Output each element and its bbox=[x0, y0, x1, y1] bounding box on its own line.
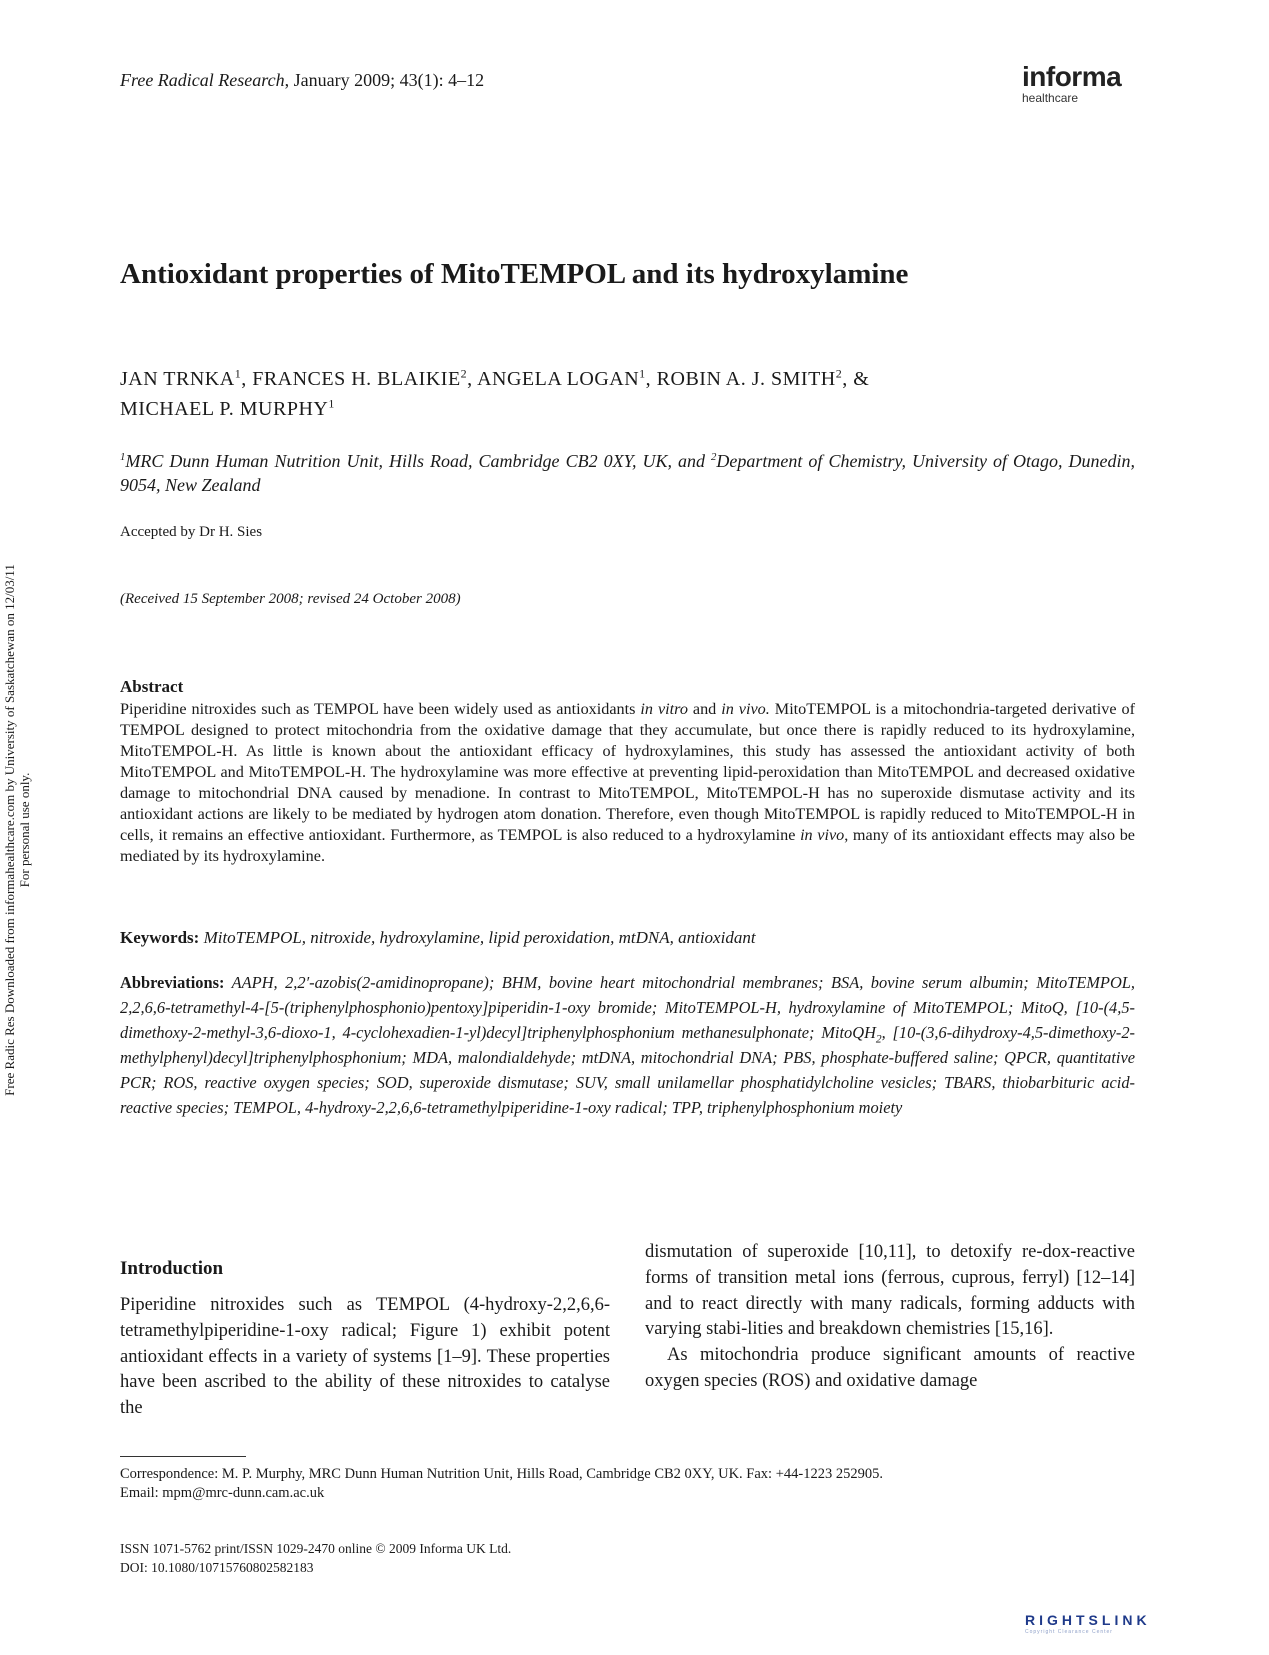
introduction-paragraph: As mitochondria produce significant amounts of reactive oxygen species (ROS) and oxidative damage bbox=[645, 1345, 1135, 1391]
introduction-heading: Introduction bbox=[120, 1258, 224, 1279]
abstract-text: Piperidine nitroxides such as TEMPOL have been widely used as antioxidants bbox=[120, 700, 641, 718]
abstract-heading: Abstract bbox=[120, 677, 184, 696]
correspondence-email: Email: mpm@mrc-dunn.cam.ac.uk bbox=[120, 1485, 325, 1501]
author-affiliation-mark: 1 bbox=[639, 366, 646, 381]
accepted-by: Accepted by Dr H. Sies bbox=[120, 524, 263, 540]
introduction-paragraph: Piperidine nitroxides such as TEMPOL (4-hydroxy-2,2,6,6-tetramethylpiperidine-1-oxy radical; Figure 1) exhibit potent antioxidant effects in a variety of systems [1–9]. These properties have been ascribed to the ability of these nitroxides to catalyse the bbox=[120, 1295, 610, 1419]
abstract-italic: in vivo bbox=[800, 826, 845, 844]
abstract-text: and bbox=[687, 700, 722, 718]
author-separator: , bbox=[241, 368, 253, 390]
publication-info bbox=[120, 1539, 820, 1577]
author-affiliation-mark: 1 bbox=[328, 396, 335, 411]
rightslink-logo-text: RIGHTSLINK bbox=[1025, 1612, 1151, 1628]
introduction-column-left bbox=[120, 1293, 610, 1422]
doi: DOI: 10.1080/10715760802582183 bbox=[120, 1560, 314, 1575]
journal-issue: , January 2009; 43(1): 4–12 bbox=[284, 70, 485, 90]
abstract-italic: in vitro bbox=[640, 700, 688, 718]
abstract-text: MitoTEMPOL is a mitochondria-targeted derivative of TEMPOL designed to protect mitochondria from the oxidative damage that they accumulate, but once there is rapidly reduced to its hydroxylamine, MitoTEMPOL-H. As little is known about the antioxidant efficacy of hydroxylamines, this study has assessed the antioxidant activity of both MitoTEMPOL and MitoTEMPOL-H. The hydroxylamine was more effective at preventing lipid-peroxidation than MitoTEMPOL and decreased oxidative damage to mitochondrial DNA caused by menadione. In contrast to MitoTEMPOL, MitoTEMPOL-H has no superoxide dismutase activity and its antioxidant actions are likely to be mediated by hydrogen atom donation. Therefore, even though MitoTEMPOL is rapidly reduced to MitoTEMPOL-H in cells, it remains an effective antioxidant. Furthermore, as TEMPOL is also reduced to a hydroxylamine bbox=[120, 700, 1135, 844]
rightslink-logo-subtext: Copyright Clearance Center bbox=[1025, 1629, 1113, 1635]
abstract-body bbox=[120, 699, 1135, 867]
journal-citation bbox=[120, 70, 484, 91]
download-watermark-line: For personal use only. bbox=[17, 772, 32, 888]
author-name: JAN TRNKA bbox=[120, 368, 235, 390]
affiliation-number: 1 bbox=[120, 451, 126, 463]
keywords-label: Keywords: bbox=[120, 928, 200, 947]
keywords-text: MitoTEMPOL, nitroxide, hydroxylamine, lipid peroxidation, mtDNA, antioxidant bbox=[203, 928, 756, 947]
author-name: ROBIN A. J. SMITH bbox=[656, 368, 836, 390]
affiliation-text: MRC Dunn Human Nutrition Unit, Hills Road, Cambridge CB2 0XY, UK, and bbox=[125, 451, 712, 471]
footnote-divider bbox=[120, 1456, 246, 1457]
issn: ISSN 1071-5762 print/ISSN 1029-2470 online © 2009 Informa UK Ltd. bbox=[120, 1541, 512, 1556]
author-name: ANGELA LOGAN bbox=[477, 368, 640, 390]
introduction-column-right bbox=[645, 1240, 1135, 1395]
abstract-italic: in vivo. bbox=[721, 700, 770, 718]
correspondence-line: Correspondence: M. P. Murphy, MRC Dunn Human Nutrition Unit, Hills Road, Cambridge CB2 0XY, UK. Fax: +44-1223 252905. bbox=[120, 1466, 883, 1482]
affiliation-text: Department of Chemistry, University of Otago, Dunedin, 9054, New Zealand bbox=[120, 451, 1135, 495]
publisher-logo bbox=[1022, 62, 1140, 104]
abstract-text: , many of its antioxidant effects may also be mediated by its hydroxylamine. bbox=[120, 826, 1135, 865]
author-affiliation-mark: 2 bbox=[835, 366, 843, 381]
author-list bbox=[120, 364, 1135, 424]
rightslink-logo bbox=[1025, 1613, 1151, 1635]
author-name: MICHAEL P. MURPHY bbox=[120, 398, 329, 420]
affiliation-number: 2 bbox=[711, 451, 717, 463]
journal-name: Free Radical Research bbox=[120, 70, 285, 90]
author-separator: , bbox=[645, 368, 657, 390]
abbreviations bbox=[120, 970, 1135, 1120]
affiliations bbox=[120, 449, 1135, 497]
publisher-logo-name: informa bbox=[1022, 61, 1122, 92]
article-title: Antioxidant properties of MitoTEMPOL and its hydroxylamine bbox=[120, 258, 909, 290]
abbreviations-label: Abbreviations: bbox=[120, 973, 225, 992]
download-watermark-line: Free Radic Res Downloaded from informahealthcare.com by University of Saskatchewan on 12/03/11 bbox=[2, 564, 17, 1096]
abbreviations-text: , [10-(3,6-dihydroxy-4,5-dimethoxy-2-methylphenyl)decyl]triphenylphosphonium; MDA, malondialdehyde; mtDNA, mitochondrial DNA; PBS, phosphate-buffered saline; QPCR, quantitative PCR; ROS, reactive oxygen species; SOD, superoxide dismutase; SUV, small unilamellar phosphatidylcholine vesicles; TBARS, thiobarbituric acid-reactive species; TEMPOL, 4-hydroxy-2,2,6,6-tetramethylpiperidine-1-oxy radical; TPP, triphenylphosphonium moiety bbox=[120, 1023, 1135, 1117]
author-affiliation-mark: 1 bbox=[234, 366, 242, 381]
author-affiliation-mark: 2 bbox=[460, 366, 468, 381]
received-dates: (Received 15 September 2008; revised 24 October 2008) bbox=[120, 591, 461, 607]
download-watermark bbox=[2, 470, 32, 1190]
author-separator: , & bbox=[842, 368, 870, 390]
abbreviations-subscript: 2 bbox=[875, 1033, 882, 1046]
author-separator: , bbox=[467, 368, 478, 390]
publisher-logo-sub: healthcare bbox=[1022, 91, 1079, 105]
keywords bbox=[120, 928, 1135, 948]
author-name: FRANCES H. BLAIKIE bbox=[252, 368, 461, 390]
correspondence bbox=[120, 1465, 1170, 1503]
introduction-paragraph: dismutation of superoxide [10,11], to detoxify re-dox-reactive forms of transition metal ions (ferrous, cuprous, ferryl) [12–14] and to react directly with many radicals, forming adducts with varying stabi-lities and breakdown chemistries [15,16]. bbox=[645, 1242, 1135, 1340]
abbreviations-text: AAPH, 2,2′-azobis(2-amidinopropane); BHM, bovine heart mitochondrial membranes; BSA, bovine serum albumin; MitoTEMPOL, 2,2,6,6-tetramethyl-4-[5-(triphenylphosphonio)pentoxy]piperidin-1-oxy bromide; MitoTEMPOL-H, hydroxylamine of MitoTEMPOL; MitoQ, [10-(4,5-dimethoxy-2-methyl-3,6-dioxo-1, 4-cyclohexadien-1-yl)decyl]triphenylphosphonium methanesulphonate; MitoQH bbox=[120, 973, 1135, 1042]
